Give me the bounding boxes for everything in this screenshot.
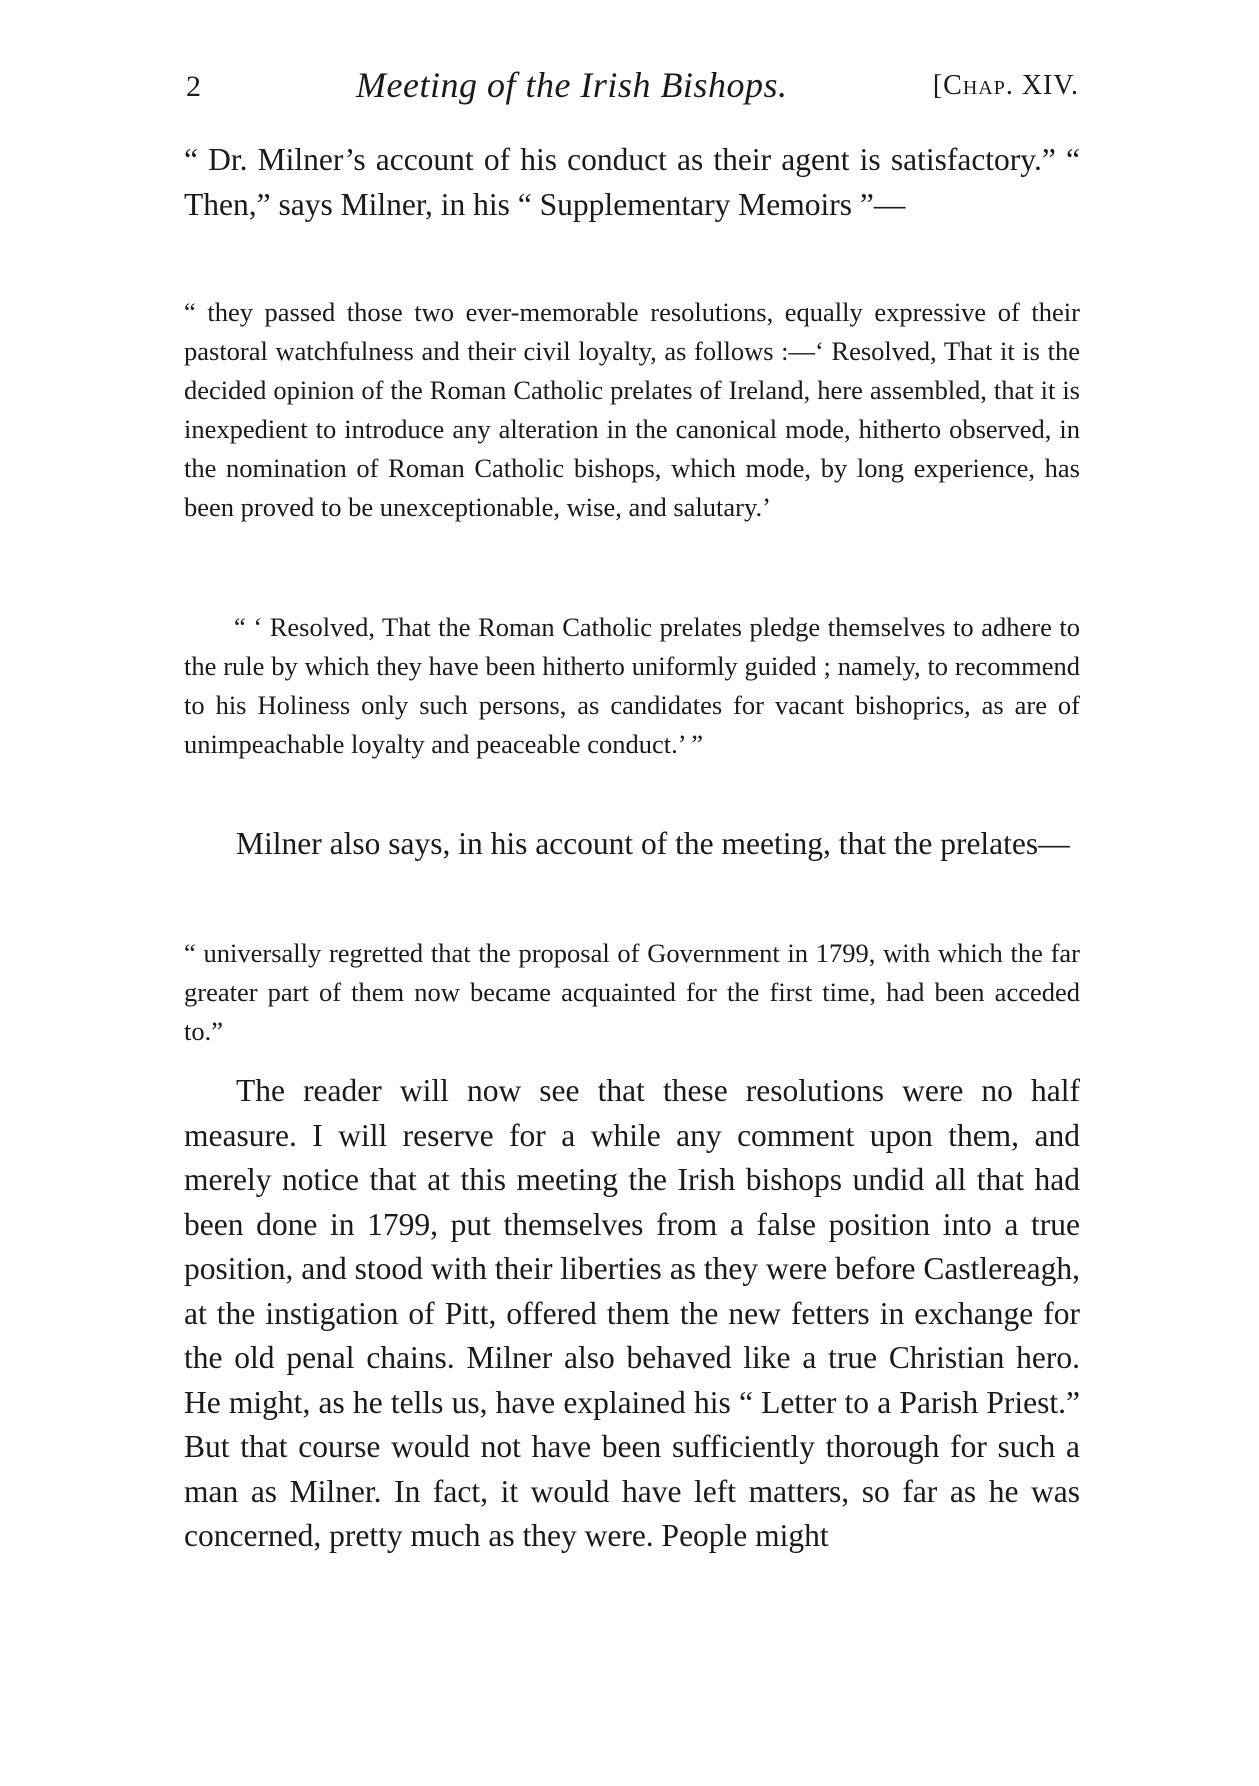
quote-resolution-one: “ they passed those two ever-memorable resolutions, equally expressive of their pastoral watchfulness and their civil loyalty, as follows :—‘ Resolved, That it is the decided opinion of the Roman Catholic prelates of Ireland, here assembled, that it is inexpedient to introduce any alteration in the canonical mode, hitherto observed, in the nomination of Roman Catholic bishops, which mode, by long experience, has been proved to be unexceptionable, wise, and salutary.’ — [184, 297, 1080, 522]
page-number: 2 — [186, 70, 201, 103]
chapter-label: [Chap. XIV. — [932, 70, 1079, 101]
running-head — [186, 64, 1079, 110]
running-title: Meeting of the Irish Bishops. — [356, 65, 788, 105]
paragraph-reader-note: The reader will now see that these resolutions were no half measure. I will reserve for a while any comment upon them, and merely notice that at this meeting the Irish bishops undid all that had been done in 1799, put themselves from a false position into a true position, and stood with their liberties as they were before Castlereagh, at the instigation of Pitt, offered them the new fetters in exchange for the old penal chains. Milner also behaved like a true Christian hero. He might, as he tells us, have explained his “ Letter to a Parish Priest.” But that course would not have been sufficiently thorough for such a man as Milner. In fact, it would have left matters, so far as he was concerned, pretty much as they were. People might — [184, 1073, 1080, 1553]
quote-resolution-two: “ ‘ Resolved, That the Roman Catholic prelates pledge themselves to adhere to the rule by which they have been hitherto uniformly guided ; namely, to recommend to his Holiness only such persons, as candidates for vacant bishoprics, as are of unimpeachable loyalty and peaceable conduct.’ ” — [184, 612, 1080, 759]
paragraph-milner-meeting: Milner also says, in his account of the meeting, that the prelates— — [236, 826, 1070, 861]
quote-regretted: “ universally regretted that the proposal of Government in 1799, with which the far greater part of them now became acquainted for the first time, had been acceded to.” — [184, 938, 1080, 1046]
paragraph-intro: “ Dr. Milner’s account of his conduct as their agent is satisfactory.” “ Then,” says Milner, in his “ Supplementary Memoirs ”— — [184, 142, 1080, 222]
